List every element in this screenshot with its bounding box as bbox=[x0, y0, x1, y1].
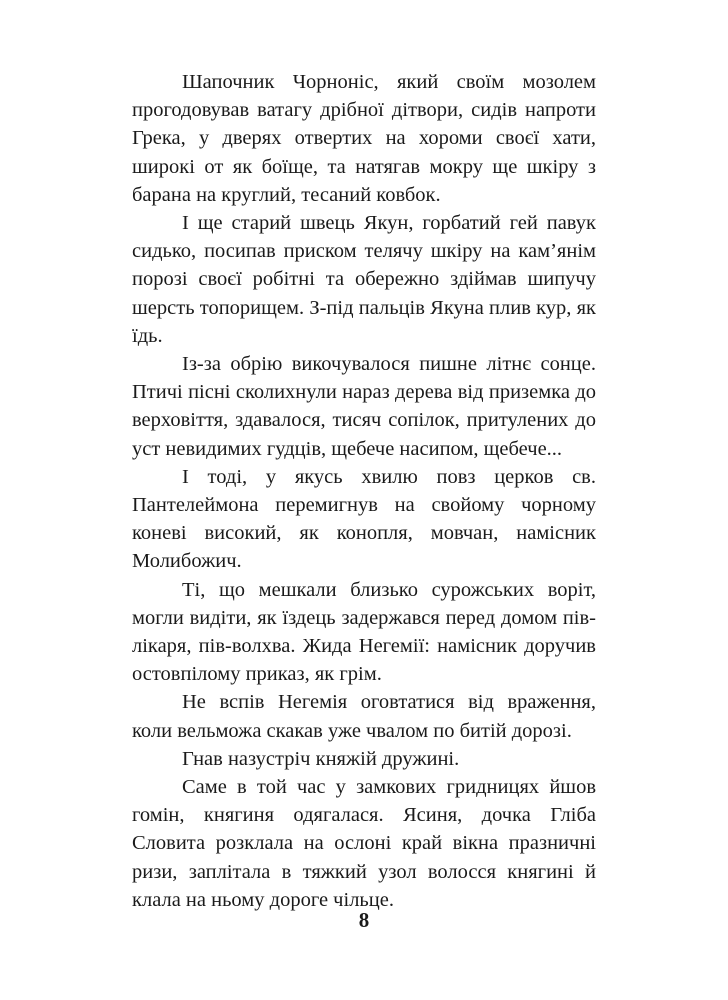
paragraph-6: Не вспів Негемія оговтатися від враження, коли вельможа скакав уже чвалом по битій дорозі. bbox=[132, 691, 596, 742]
paragraph-4: І тоді, у якусь хвилю повз церков св. Пантелеймона перемигнув на свойому чорному коневі високий, як конопля, мовчан, намісник Молибожич. bbox=[132, 465, 596, 573]
paragraph-8: Саме в той час у замкових гридницях йшов гомін, княгиня одягалася. Ясиня, дочка Гліба Словита розклала на ослоні край вікна празничні ризи, заплітала в тяжкий узол волосся княгині й клала на ньому дороге чільце. bbox=[132, 776, 596, 911]
paragraph-5: Ті, що мешкали близько сурожських воріт, могли видіти, як їздець задержався перед домом пів-лікаря, пів-волхва. Жида Негемії: намісник доручив остовпілому приказ, як грім. bbox=[132, 578, 596, 686]
page-body bbox=[132, 68, 596, 914]
paragraph-3: Із-за обрію викочувалося пишне літнє сонце. Птичі пісні сколихнули нараз дерева від приземка до верховіття, здавалося, тисяч сопілок, притулених до уст невидимих гудців, щебече насипом, щебече... bbox=[132, 353, 596, 460]
page-number: 8 bbox=[358, 908, 370, 932]
paragraph-7: Гнав назустріч княжій дружині. bbox=[182, 747, 460, 770]
paragraph-1: Шапочник Чорноніс, який своїм мозолем прогодовував ватагу дрібної дітвори, сидів напроти Грека, у дверях отвертих на хороми своєї хати, широкі от як боїще, та натягав мокру ще шкіру з барана на круглий, тесаний ковбок. bbox=[132, 71, 596, 206]
paragraph-2: І ще старий швець Якун, горбатий гей павук сидько, посипав приском телячу шкіру на кам’янім порозі своєї робітні та обережно здіймав шипучу шерсть топорищем. З-під пальців Якуна плив кур, як їдь. bbox=[132, 212, 596, 347]
